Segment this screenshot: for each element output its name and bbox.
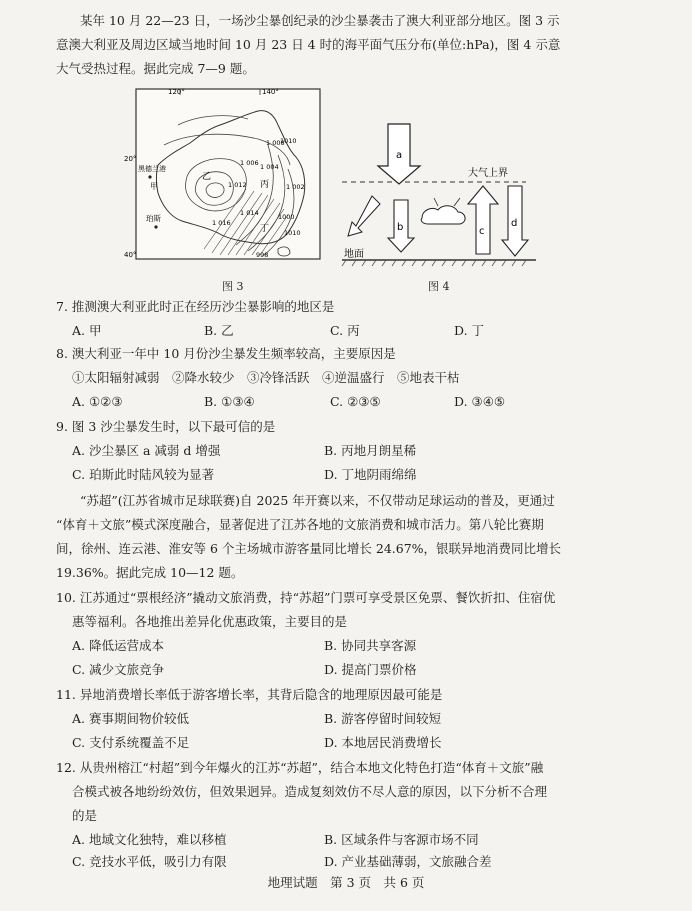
- iso-label-1014: 1 014: [240, 209, 259, 217]
- iso-label-1010: 1010: [280, 137, 297, 145]
- arrow-b-label: b: [397, 222, 404, 233]
- q12-options-row2: [72, 851, 632, 873]
- q8-option-a[interactable]: A. ①②③: [72, 394, 123, 409]
- q8-options: [72, 391, 632, 413]
- figure-4-diagram: [336, 100, 546, 275]
- lon-120-label: 120°: [168, 88, 185, 96]
- intro2-line1: “苏超”(江苏省城市足球联赛)自 2025 年开赛以来，不仅带动足球运动的普及，更通过: [80, 493, 555, 508]
- q10-stem-line2: 惠等福利。各地推出差异化优惠政策，主要目的是: [72, 614, 348, 629]
- q7-stem: 7. 推测澳大利亚此时正在经历沙尘暴影响的地区是: [56, 299, 335, 314]
- q10-option-d[interactable]: D. 提高门票价格: [324, 662, 417, 677]
- q9-options-row2: [72, 464, 632, 486]
- q9-option-c[interactable]: C. 珀斯此时陆风较为显著: [72, 467, 215, 482]
- q12-options-row1: [72, 829, 632, 851]
- iso-label-1012: 1 012: [228, 181, 247, 189]
- q8-option-b[interactable]: B. ①③④: [204, 394, 255, 409]
- q7-option-d[interactable]: D. 丁: [454, 323, 485, 338]
- label-bing: 丙: [260, 180, 270, 190]
- iso-label-1006: 1 006: [240, 159, 259, 167]
- iso-label-1008: 1 008: [266, 139, 285, 147]
- q10-option-c[interactable]: C. 减少文旅竞争: [72, 662, 165, 677]
- arrow-c-label: c: [479, 226, 485, 237]
- intro1-line2: 意澳大利亚及周边区域当地时间 10 月 23 日 4 时的海平面气压分布(单位:hPa)，图 4 示意: [56, 37, 561, 52]
- label-jia: 甲: [150, 182, 158, 191]
- q9-stem: 9. 图 3 沙尘暴发生时，以下最可信的是: [56, 419, 276, 434]
- iso-label-1002: 1 002: [286, 183, 305, 191]
- lat-20-label: 20°: [124, 155, 137, 163]
- arrow-reflect: [348, 196, 380, 236]
- q9-option-d[interactable]: D. 丁地阴雨绵绵: [324, 467, 417, 482]
- q11-option-d[interactable]: D. 本地居民消费增长: [324, 735, 442, 750]
- cloud-shape: [421, 206, 465, 224]
- lat-40-label: 40°: [124, 251, 137, 259]
- iso-label-1004: 1 004: [260, 163, 279, 171]
- ground-hatch: [342, 260, 526, 266]
- city-perth: 珀斯: [146, 214, 161, 223]
- label-yi: 乙: [202, 172, 212, 182]
- q11-options-row1: [72, 708, 632, 730]
- q8-reasons: ①太阳辐射减弱 ②降水较少 ③冷锋活跃 ④逆温盛行 ⑤地表干枯: [72, 370, 460, 385]
- iso-label-998: 998: [256, 251, 269, 259]
- iso-label-1000: 1000: [278, 213, 295, 221]
- q12-option-a[interactable]: A. 地域文化独特，难以移植: [72, 832, 227, 847]
- q8-option-c[interactable]: C. ②③⑤: [330, 394, 381, 409]
- q10-options-row2: [72, 659, 632, 681]
- q12-stem-line1: 12. 从贵州榕江“村超”到今年爆火的江苏“苏超”，结合本地文化特色打造“体育＋文旅”融: [56, 760, 544, 775]
- q11-options-row2: [72, 732, 632, 754]
- q11-stem: 11. 异地消费增长率低于游客增长率，其背后隐含的地理原因最可能是: [56, 687, 443, 702]
- q12-option-b[interactable]: B. 区域条件与客源市场不同: [324, 832, 479, 847]
- atmosphere-top-label: 大气上界: [468, 168, 508, 179]
- q10-option-b[interactable]: B. 协同共享客源: [324, 638, 417, 653]
- intro2-line4: 19.36%。据此完成 10—12 题。: [56, 565, 244, 580]
- q9-options-row1: [72, 440, 632, 462]
- q10-option-a[interactable]: A. 降低运营成本: [72, 638, 164, 653]
- q12-option-c[interactable]: C. 竞技水平低，吸引力有限: [72, 854, 227, 869]
- intro2-line2: “体育＋文旅”模式深度融合，显著促进了江苏各地的文旅消费和城市活力。第八轮比赛期: [56, 517, 544, 532]
- perth-marker: [154, 225, 157, 228]
- q10-stem-line1: 10. 江苏通过“票根经济”撬动文旅消费，持“苏超”门票可享受景区免票、餐饮折扣、住宿优: [56, 590, 556, 605]
- q7-option-c[interactable]: C. 丙: [330, 323, 360, 338]
- city-port-hedland: 黑德兰港: [138, 165, 166, 173]
- iso-label-1010b: 1010: [284, 229, 301, 237]
- intro1-line3: 大气受热过程。据此完成 7—9 题。: [56, 61, 255, 76]
- q11-option-b[interactable]: B. 游客停留时间较短: [324, 711, 442, 726]
- q11-option-a[interactable]: A. 赛事期间物价较低: [72, 711, 189, 726]
- q9-option-b[interactable]: B. 丙地月朗星稀: [324, 443, 417, 458]
- port-hedland-marker: [148, 175, 151, 178]
- q12-option-d[interactable]: D. 产业基础薄弱，文旅融合差: [324, 854, 492, 869]
- q12-stem-line2: 合模式被各地纷纷效仿，但效果迥异。造成复刻效仿不尽人意的原因，以下分析不合理: [72, 784, 548, 799]
- q10-options-row1: [72, 635, 632, 657]
- intro2-line3: 间，徐州、连云港、淮安等 6 个主场城市游客量同比增长 24.67%，银联异地消费同比增长: [56, 541, 562, 556]
- q9-option-a[interactable]: A. 沙尘暴区 a 减弱 d 增强: [72, 443, 221, 458]
- arrow-c: [468, 186, 498, 254]
- arrow-d-label: d: [511, 218, 518, 229]
- q7-option-a[interactable]: A. 甲: [72, 323, 102, 338]
- q7-option-b[interactable]: B. 乙: [204, 323, 234, 338]
- figure-3-caption: 图 3: [222, 280, 244, 293]
- label-ding: 丁: [260, 224, 270, 234]
- iso-label-1016: 1 016: [212, 219, 231, 227]
- q7-options: [72, 320, 632, 342]
- arrow-a-label: a: [396, 150, 403, 161]
- lon-140-label: 140°: [262, 88, 279, 96]
- q12-stem-line3: 的是: [72, 808, 98, 823]
- q8-option-d[interactable]: D. ③④⑤: [454, 394, 506, 409]
- figure-3-map: [124, 85, 328, 275]
- page-footer: 地理试题 第 3 页 共 6 页: [267, 875, 425, 890]
- q8-stem: 8. 澳大利亚一年中 10 月份沙尘暴发生频率较高，主要原因是: [56, 346, 396, 361]
- ground-label: 地面: [344, 249, 364, 260]
- figure-4-caption: 图 4: [428, 280, 450, 293]
- intro1-line1: 某年 10 月 22—23 日，一场沙尘暴创纪录的沙尘暴袭击了澳大利亚部分地区。图 3 示: [80, 13, 560, 28]
- q11-option-c[interactable]: C. 支付系统覆盖不足: [72, 735, 190, 750]
